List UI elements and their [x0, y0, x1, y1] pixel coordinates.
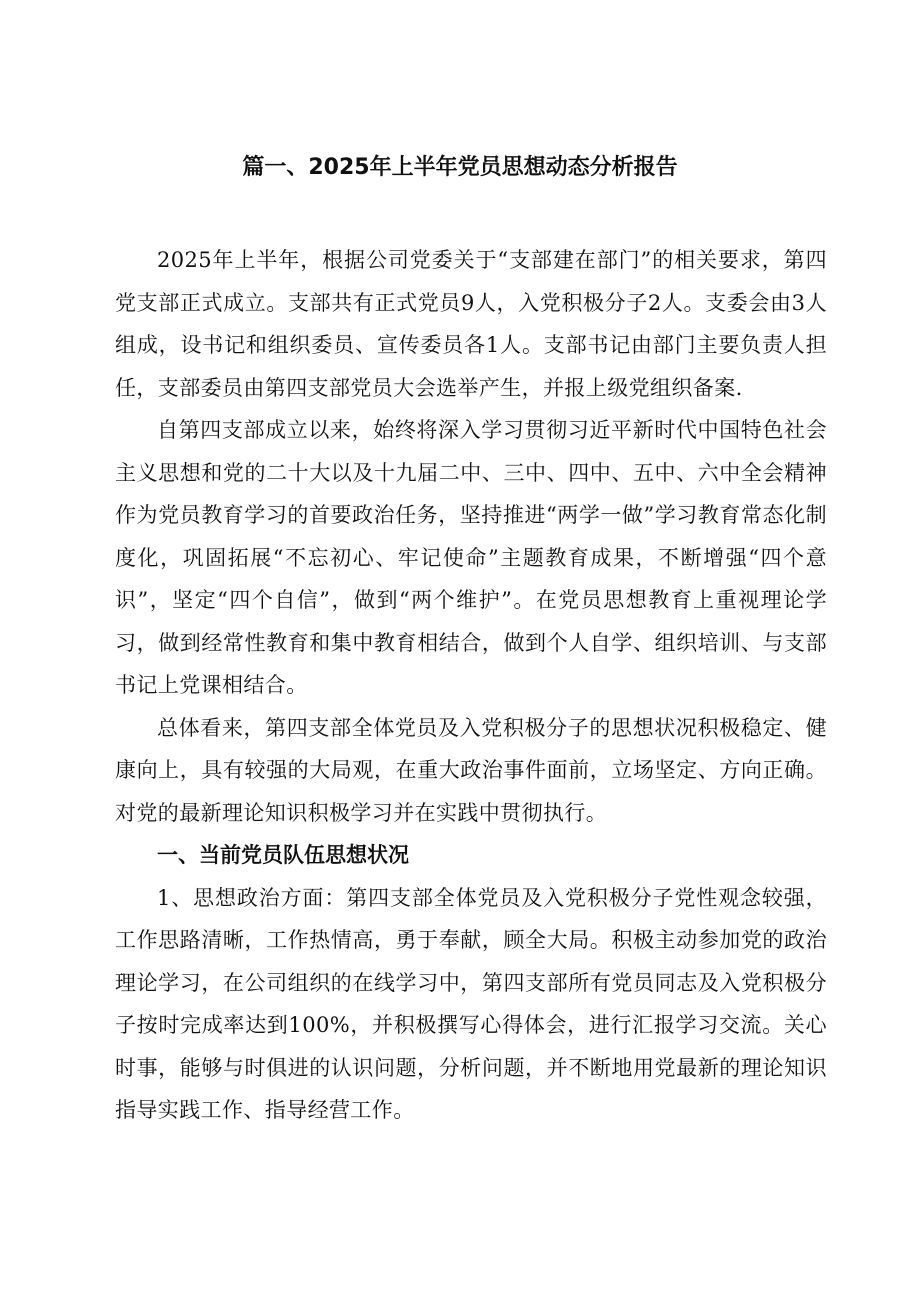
- document-body: [115, 239, 827, 1132]
- paragraph-political-thought: 1、思想政治方面：第四支部全体党员及入党积极分子党性观念较强，工作思路清晰，工作热情高，勇于奉献，顾全大局。积极主动参加党的政治理论学习，在公司组织的在线学习中，第四支部所有党员同志及入党积极分子按时完成率达到100%，并积极撰写心得体会，进行汇报学习交流。关心时事，能够与时俱进的认识问题，分析问题，并不断地用党最新的理论知识指导实践工作、指导经营工作。: [115, 885, 827, 1122]
- paragraph-overall: 总体看来，第四支部全体党员及入党积极分子的思想状况积极稳定、健康向上，具有较强的大局观，在重大政治事件面前，立场坚定、方向正确。对党的最新理论知识积极学习并在实践中贯彻执行。: [115, 715, 827, 825]
- section-heading: 一、当前党员队伍思想状况: [157, 843, 409, 867]
- paragraph-establishment: 2025年上半年，根据公司党委关于“支部建在部门”的相关要求，第四党支部正式成立。支部共有正式党员9人，入党积极分子2人。支委会由3人组成，设书记和组织委员、宣传委员各1人。支部书记由部门主要负责人担任，支部委员由第四支部党员大会选举产生，并报上级党组织备案.: [115, 248, 827, 400]
- document-title: 篇一、2025年上半年党员思想动态分析报告: [242, 155, 678, 180]
- paragraph-study: 自第四支部成立以来，始终将深入学习贯彻习近平新时代中国特色社会主义思想和党的二十大以及十九届二中、三中、四中、五中、六中全会精神作为党员教育学习的首要政治任务，坚持推进“两学一做”学习教育常态化制度化，巩固拓展“不忘初心、牢记使命”主题教育成果，不断增强“四个意识”，坚定“四个自信”，做到“两个维护”。在党员思想教育上重视理论学习，做到经常性教育和集中教育相结合，做到个人自学、组织培训、与支部书记上党课相结合。: [115, 418, 827, 697]
